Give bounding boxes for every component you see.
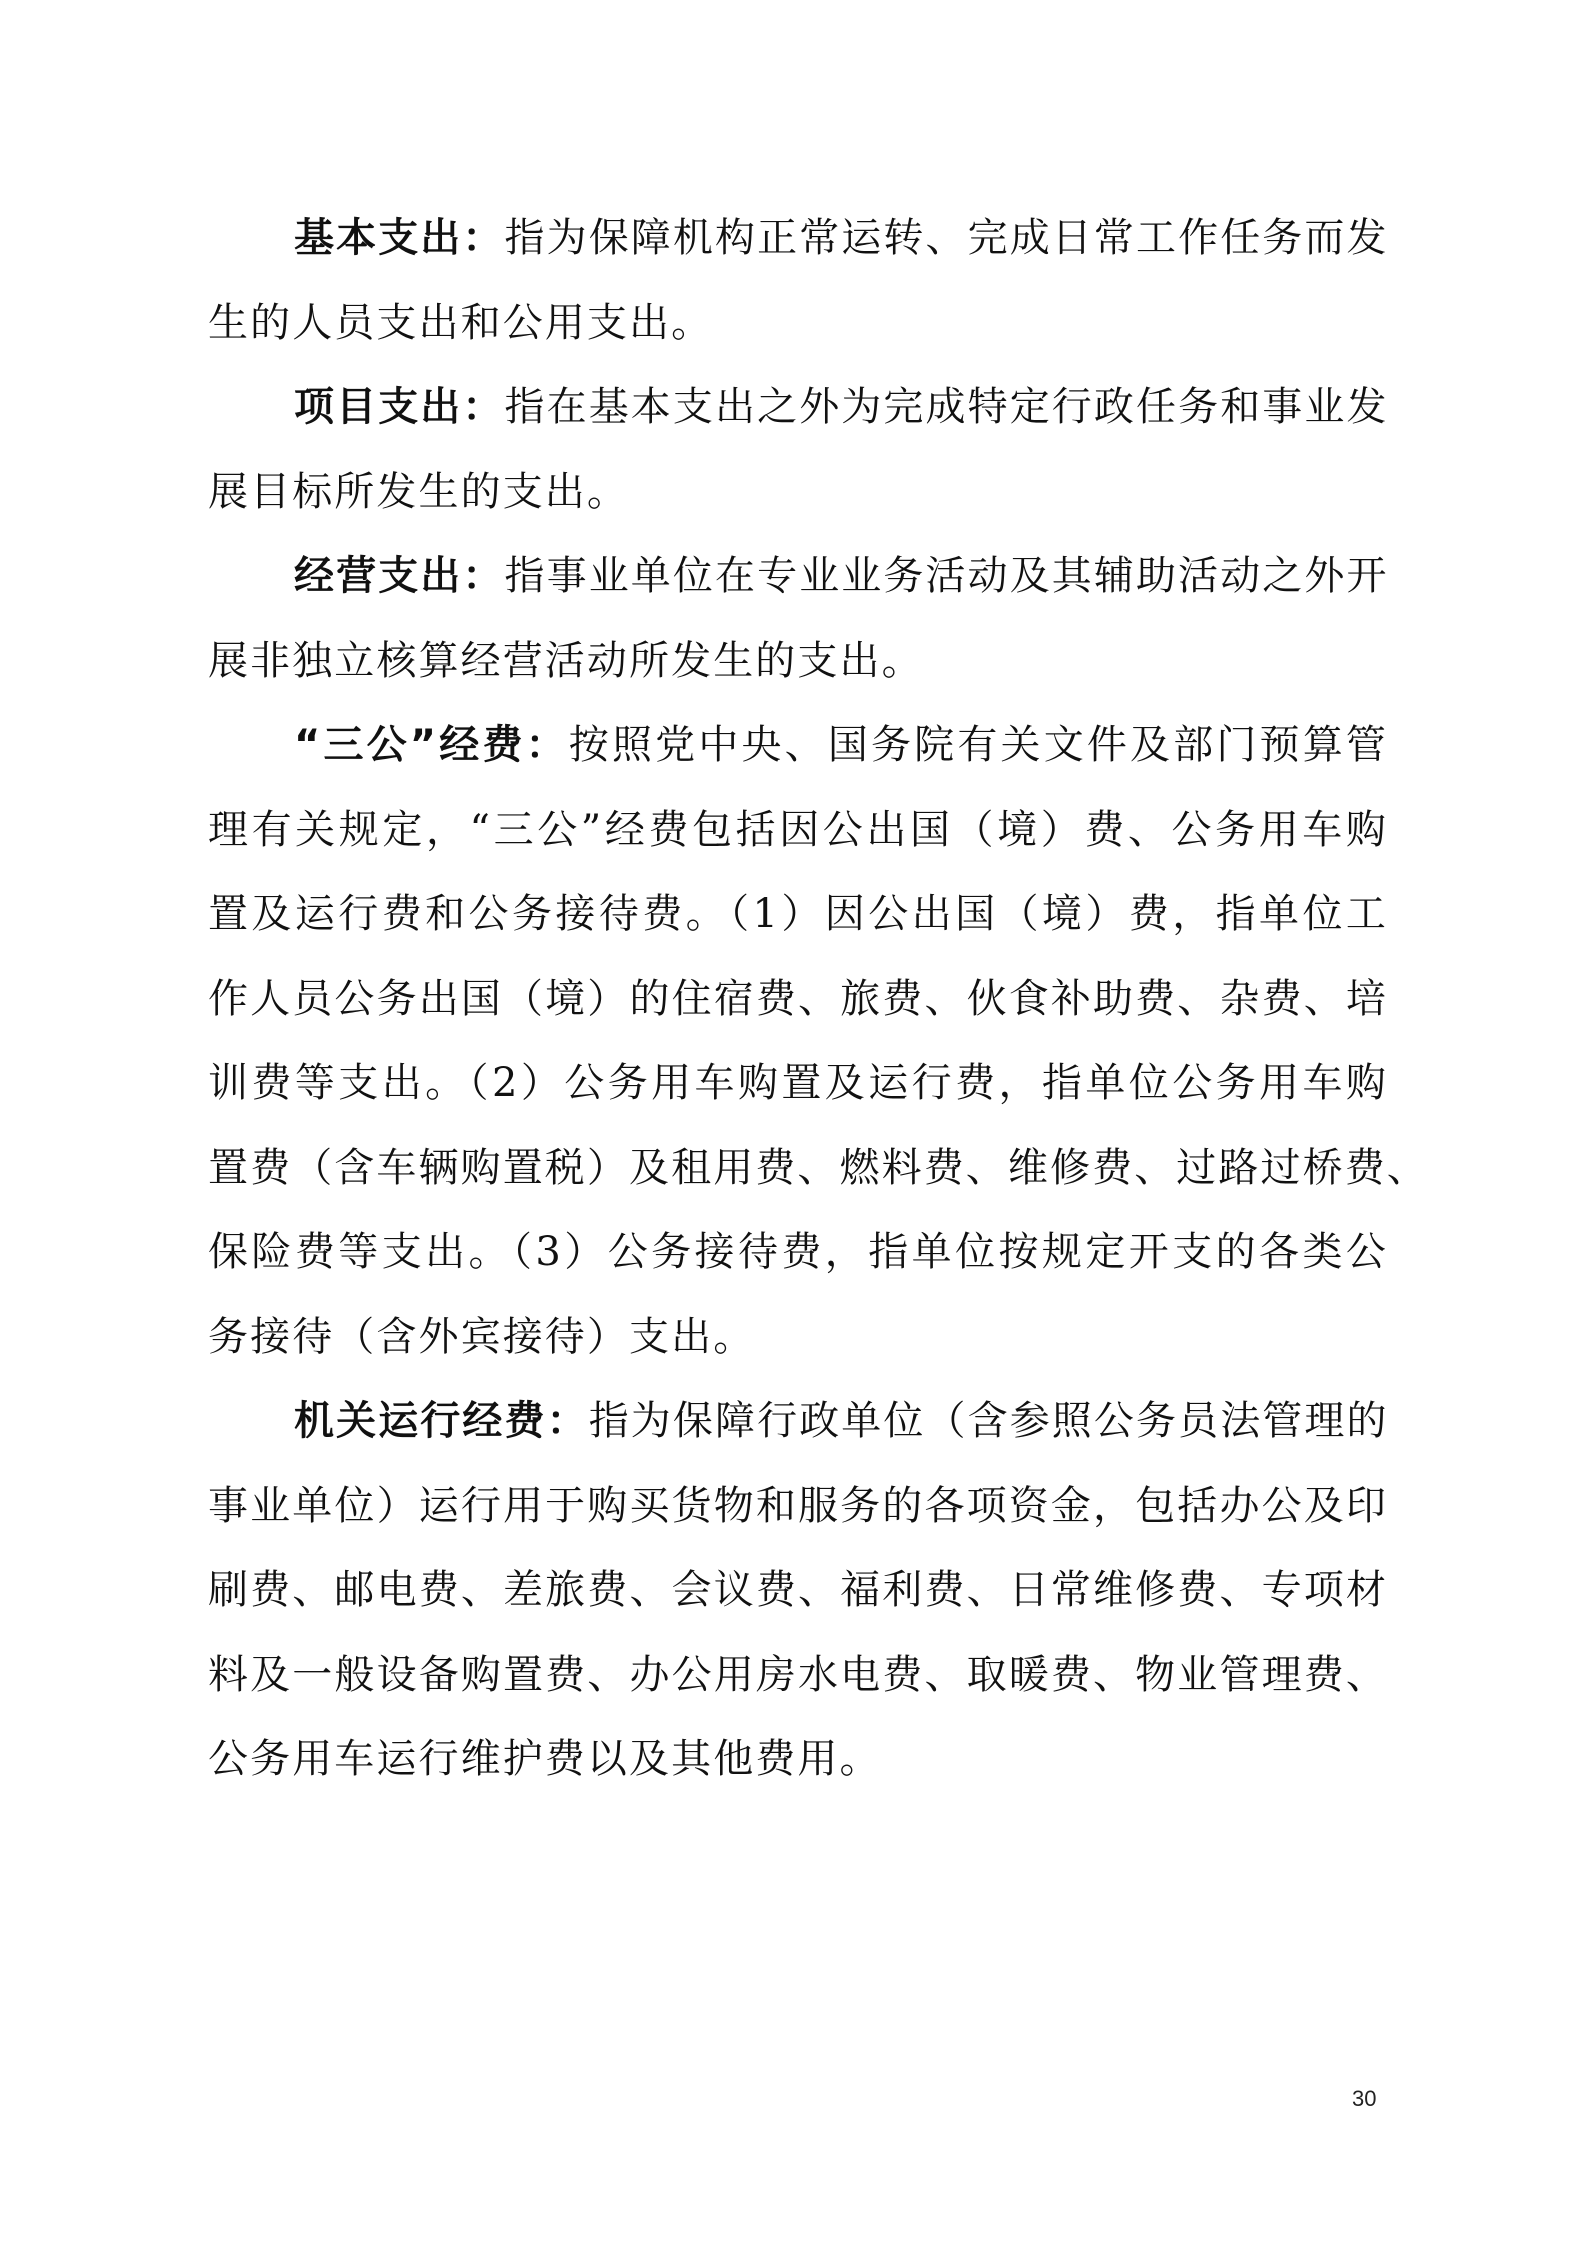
term-three-public-expenses: “三公”经费： xyxy=(294,722,569,768)
paragraph-three-public-expenses-line-8: 务接待（含外宾接待）支出。 xyxy=(208,1313,756,1360)
paragraph-basic-expenditure-line-1 xyxy=(208,208,1388,293)
paragraph-three-public-expenses-line-3: 置及运行费和公务接待费。（1）因公出国（境）费，指单位工 xyxy=(208,891,1388,937)
page-number: 30 xyxy=(1352,2086,1377,2111)
paragraph-three-public-expenses-line-4: 作人员公务出国（境）的住宿费、旅费、伙食补助费、杂费、培 xyxy=(208,975,1388,1022)
paragraph-agency-operating-funds-line-3: 刷费、邮电费、差旅费、会议费、福利费、日常维修费、专项材 xyxy=(208,1567,1388,1613)
paragraph-project-expenditure-line-2: 展目标所发生的支出。 xyxy=(208,468,629,515)
paragraph-basic-expenditure-line-2: 生的人员支出和公用支出。 xyxy=(208,299,714,346)
paragraph-agency-operating-funds-line-5: 公务用车运行维护费以及其他费用。 xyxy=(208,1736,882,1782)
paragraph-operating-expenditure-line-1 xyxy=(208,546,1388,631)
definition-text: 指事业单位在专业业务活动及其辅助活动之外开 xyxy=(504,553,1389,599)
paragraph-project-expenditure-line-1 xyxy=(208,377,1388,462)
definition-text: 指为保障机构正常运转、完成日常工作任务而发 xyxy=(504,215,1389,261)
document-body xyxy=(208,208,1429,1814)
paragraph-operating-expenditure-line-2: 展非独立核算经营活动所发生的支出。 xyxy=(208,637,924,684)
definition-text: 指在基本支出之外为完成特定行政任务和事业发 xyxy=(504,384,1389,430)
paragraph-agency-operating-funds-line-2: 事业单位）运行用于购买货物和服务的各项资金，包括办公及印 xyxy=(208,1482,1388,1529)
definition-text: 按照党中央、国务院有关文件及部门预算管 xyxy=(568,722,1389,768)
term-project-expenditure: 项目支出： xyxy=(294,384,505,430)
term-agency-operating-funds: 机关运行经费： xyxy=(294,1398,589,1444)
term-basic-expenditure: 基本支出： xyxy=(294,215,505,261)
paragraph-three-public-expenses-line-1 xyxy=(208,715,1388,800)
paragraph-three-public-expenses-line-6: 置费（含车辆购置税）及租用费、燃料费、维修费、过路过桥费、 xyxy=(208,1144,1429,1191)
paragraph-agency-operating-funds-line-4: 料及一般设备购置费、办公用房水电费、取暖费、物业管理费、 xyxy=(208,1651,1388,1698)
paragraph-three-public-expenses-line-2: 理有关规定，“三公”经费包括因公出国（境）费、公务用车购 xyxy=(208,806,1388,853)
paragraph-three-public-expenses-line-7: 保险费等支出。（3）公务接待费，指单位按规定开支的各类公 xyxy=(208,1229,1388,1275)
paragraph-three-public-expenses-line-5: 训费等支出。（2）公务用车购置及运行费，指单位公务用车购 xyxy=(208,1060,1388,1106)
term-operating-expenditure: 经营支出： xyxy=(294,553,505,599)
paragraph-agency-operating-funds-line-1 xyxy=(208,1391,1388,1476)
definition-text: 指为保障行政单位（含参照公务员法管理的 xyxy=(588,1398,1389,1444)
